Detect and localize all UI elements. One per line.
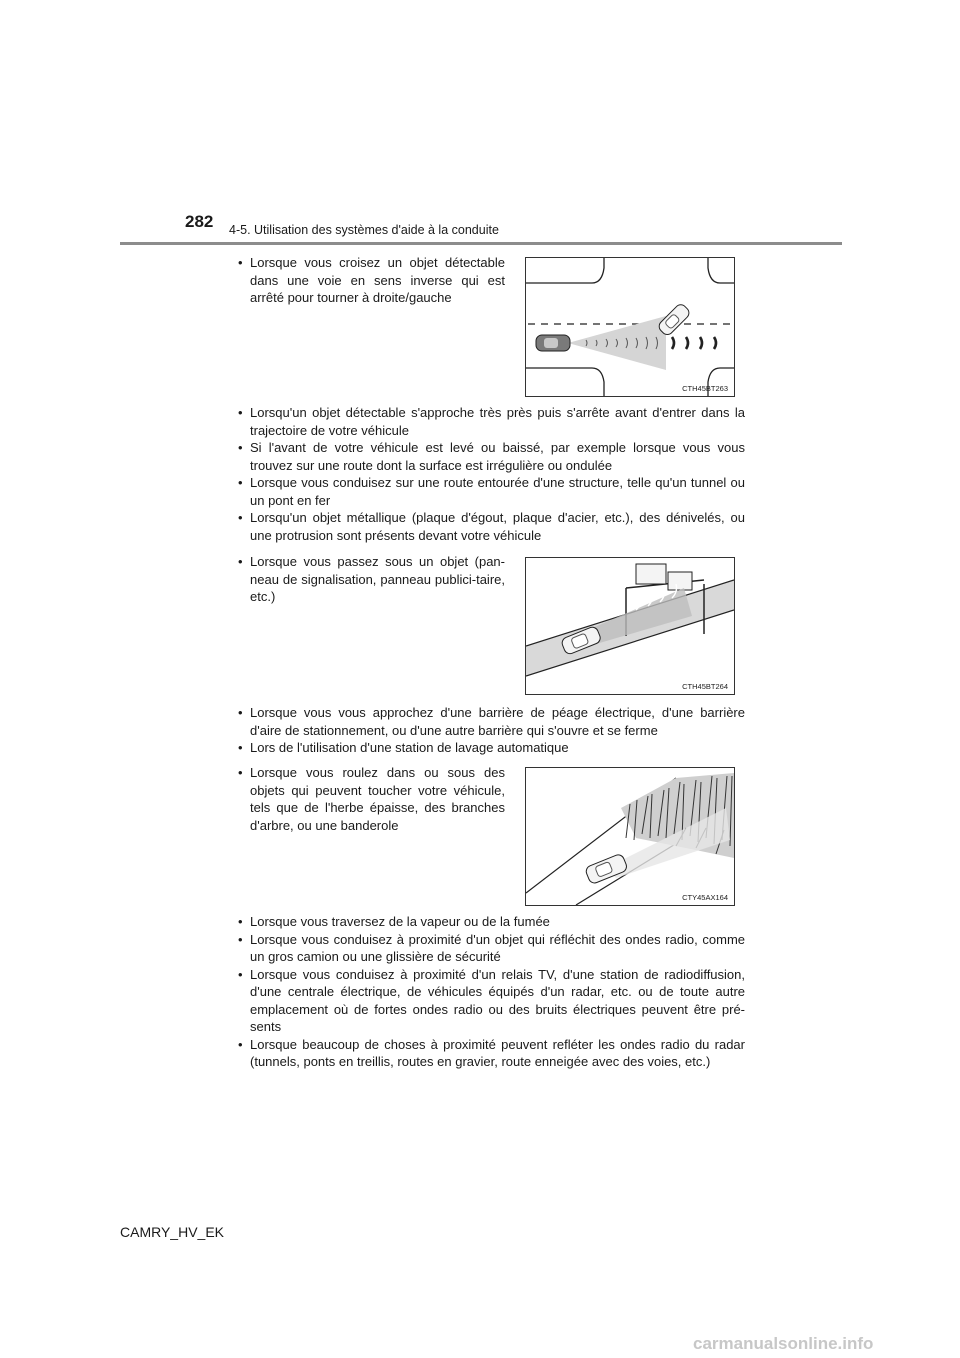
list-item: • Lorsque vous conduisez sur une route entourée d'une structure, telle qu'un tunnel ou un pont en fer — [238, 474, 745, 509]
list-item: • Lorsque vous conduisez à proximité d'un objet qui réfléchit des ondes radio, comme un gros camion ou une glissière de sécurité — [238, 931, 745, 966]
overhead-sign-illustration — [526, 558, 734, 694]
figure-code: CTH45BT263 — [682, 384, 728, 393]
bullet-list-3 — [238, 553, 505, 606]
bullet-list-5 — [238, 764, 505, 834]
section-title: 4-5. Utilisation des systèmes d'aide à la conduite — [229, 223, 499, 237]
list-item: • Lorsque vous vous approchez d'une barrière de péage électrique, d'une barrière d'aire de stationnement, ou d'une autre barrière qui s'ouvre et se ferme — [238, 704, 745, 739]
list-item: • Lorsque vous traversez de la vapeur ou de la fumée — [238, 913, 745, 931]
oncoming-turn-illustration — [526, 258, 734, 396]
list-item: • Lors de l'utilisation d'une station de lavage automatique — [238, 739, 745, 757]
list-item: • Lorsque vous roulez dans ou sous des objets qui peuvent toucher votre véhicule, tels que de l'herbe épaisse, des branches d'arbre, ou une banderole — [238, 764, 505, 834]
model-code: CAMRY_HV_EK — [120, 1224, 225, 1240]
thick-grass-illustration — [526, 768, 734, 905]
list-item: • Lorsque vous passez sous un objet (pan-neau de signalisation, panneau publici-taire, etc.) — [238, 553, 505, 606]
list-item: • Lorsqu'un objet détectable s'approche très près puis s'arrête avant d'entrer dans la trajectoire de votre véhicule — [238, 404, 745, 439]
list-item: • Lorsque beaucoup de choses à proximité peuvent refléter les ondes radio du radar (tunnels, ponts en treillis, routes en gravier, route enneigée avec des voies, etc.) — [238, 1036, 745, 1071]
figure-oncoming-turn — [525, 257, 735, 397]
bullet-list-2 — [238, 404, 745, 544]
list-item: • Lorsque vous conduisez à proximité d'un relais TV, d'une station de radiodiffusion, d'une centrale électrique, de véhicules équipés d'un radar, etc. ou de toute autre emplacement où de fortes ondes radio ou des bruits électriques peuvent être pré-sents — [238, 966, 745, 1036]
page-number: 282 — [185, 212, 214, 231]
figure-thick-grass — [525, 767, 735, 906]
figure-code: CTH45BT264 — [682, 682, 728, 691]
list-item: • Si l'avant de votre véhicule est levé ou baissé, par exemple lorsque vous vous trouvez sur une route dont la surface est irrégulière ou ondulée — [238, 439, 745, 474]
bullet-list-6 — [238, 913, 745, 1071]
watermark: carmanualsonline.info — [693, 1334, 874, 1353]
figure-code: CTY45AX164 — [682, 893, 728, 902]
list-item: • Lorsqu'un objet métallique (plaque d'égout, plaque d'acier, etc.), des dénivelés, ou une protrusion sont présents devant votre véhicule — [238, 509, 745, 544]
header-rule — [120, 242, 842, 245]
list-item: • Lorsque vous croisez un objet détectable dans une voie en sens inverse qui est arrêté pour tourner à droite/gauche — [238, 254, 505, 307]
figure-overhead-sign — [525, 557, 735, 695]
bullet-list-4 — [238, 704, 745, 757]
bullet-list-1 — [238, 254, 505, 307]
